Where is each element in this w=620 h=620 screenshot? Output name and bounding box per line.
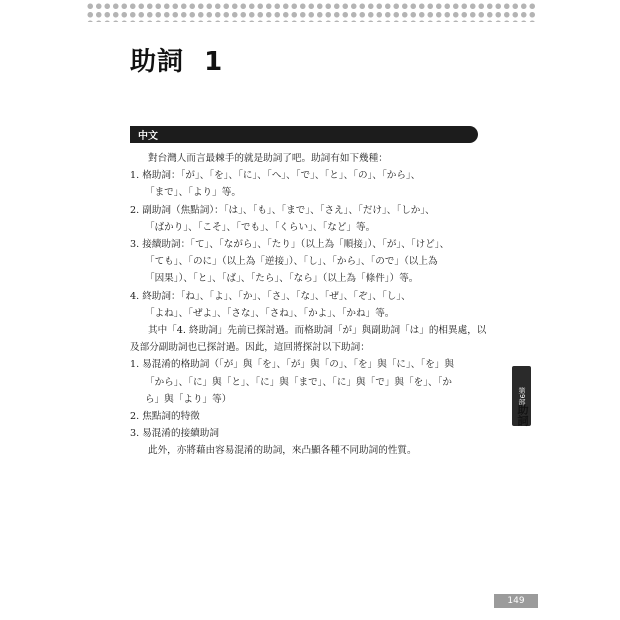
second-paragraph: 其中「4. 終助詞」先前已探討過。而格助詞「が」與副助詞「は」的相異處，以 — [148, 325, 487, 337]
list-item-final-particles: 4. 終助詞：「ね」、「よ」、「か」、「さ」、「な」、「ぜ」、「ぞ」、「し」、 — [130, 290, 411, 302]
list-item-case-particles-cont: 「まで」、「より」等。 — [145, 187, 241, 199]
list-item-conjunctive-particles: 3. 接續助詞：「て」、「ながら」、「たり」（以上為「順接」）、「が」、「けど」、 — [130, 239, 450, 251]
closing-paragraph: 此外，亦將藉由容易混淆的助詞，來凸顯各種不同助詞的性質。 — [148, 445, 417, 457]
topic-item-confusing-case-particles-cont2: ら」與「より」等） — [145, 393, 232, 405]
list-item-adverbial-particles: 2. 副助詞（焦點詞）：「は」、「も」、「まで」、「さえ」、「だけ」、「しか」、 — [130, 204, 435, 216]
topic-item-focus-particles: 2. 焦點詞的特徵 — [130, 411, 200, 423]
page-title: 助詞 1 — [130, 47, 224, 77]
list-item-conjunctive-particles-cont2: 「因果」）、「と」、「ば」、「たら」、「なら」（以上為「條件」）等。 — [145, 273, 419, 285]
topic-item-confusing-conjunctive: 3. 易混淆的接續助詞 — [130, 428, 219, 440]
topic-item-confusing-case-particles: 1. 易混淆的格助詞（「が」與「を」、「が」與「の」、「を」與「に」、「を」與 — [130, 359, 454, 371]
second-paragraph-cont: 及部分副助詞也已探討過。因此，這回將探討以下助詞： — [130, 342, 370, 354]
list-item-adverbial-particles-cont: 「ばかり」、「こそ」、「でも」、「くらい」、「など」等。 — [145, 221, 376, 233]
list-item-final-particles-cont: 「よね」、「ぜよ」、「さな」、「さね」、「かよ」、「かね」等。 — [145, 307, 395, 319]
body-text — [130, 150, 490, 460]
part-tab: 第9部 — [512, 366, 531, 426]
dot-pattern-header — [86, 2, 536, 22]
list-item-case-particles: 1. 格助詞：「が」、「を」、「に」、「へ」、「で」、「と」、「の」、「から」、 — [130, 170, 421, 182]
part-label: 助詞 — [516, 404, 529, 426]
intro-paragraph: 對台灣人而言最棘手的就是助詞了吧。助詞有如下幾種： — [148, 153, 388, 164]
section-header-bar — [130, 126, 478, 143]
page-number-bar — [494, 594, 538, 608]
page-number: 149 — [507, 596, 525, 606]
topic-item-confusing-case-particles-cont: 「から」、「に」與「と」、「に」與「まで」、「に」與「で」與「を」、「か — [145, 376, 452, 388]
list-item-conjunctive-particles-cont: 「ても」、「のに」（以上為「逆接」）、「し」、「から」、「ので」（以上為 — [145, 256, 438, 268]
section-label: 中文 — [138, 131, 158, 142]
